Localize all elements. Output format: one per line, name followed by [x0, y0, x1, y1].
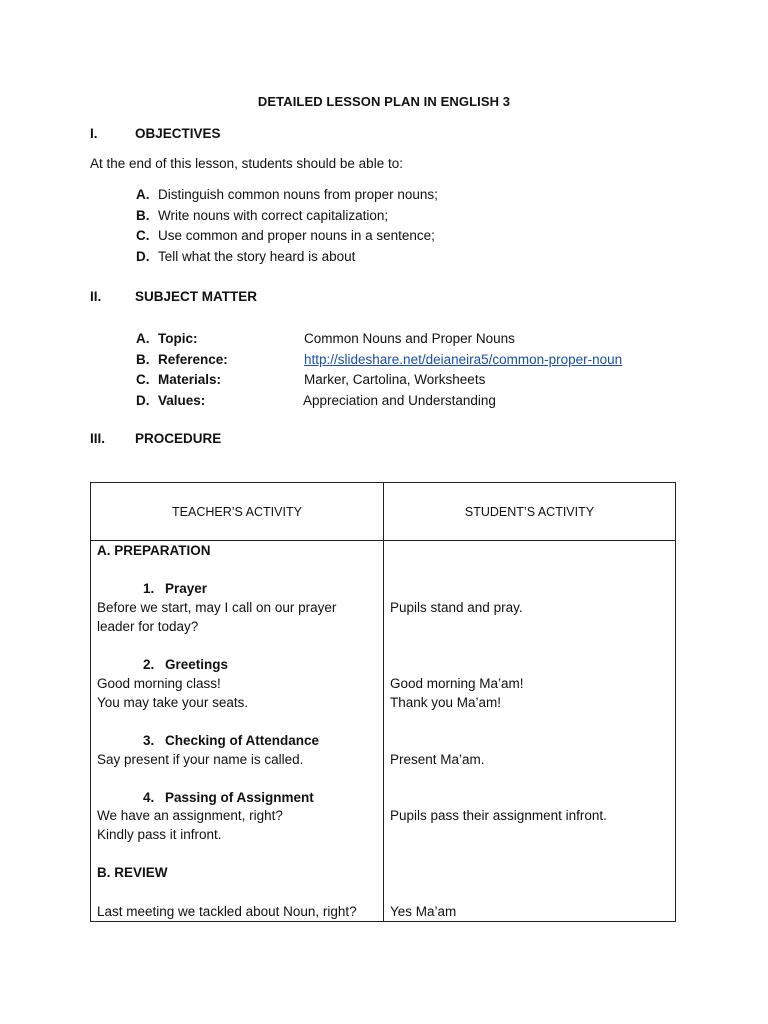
section-label: PROCEDURE: [135, 431, 222, 446]
item-label: Topic:: [158, 331, 198, 346]
objectives-intro: At the end of this lesson, students should be able to:: [90, 156, 403, 171]
section-number: I.: [90, 126, 98, 141]
item-letter: C.: [136, 372, 150, 387]
teacher-line: Before we start, may I call on our prayer: [97, 600, 337, 615]
section-objectives-heading: [90, 126, 221, 141]
item-letter: B.: [136, 351, 150, 367]
item-title: Prayer: [165, 581, 208, 596]
teacher-line: Good morning class!: [97, 676, 221, 691]
section-label: OBJECTIVES: [135, 126, 221, 141]
review-heading: B. REVIEW: [97, 865, 168, 880]
item-title: Checking of Attendance: [165, 733, 320, 748]
assignment-heading: [143, 788, 314, 807]
procedure-table: [90, 482, 676, 922]
section-number: II.: [90, 289, 102, 304]
student-activity-cell: [384, 541, 676, 922]
objectives-list: [136, 185, 438, 267]
list-item: [136, 370, 486, 391]
item-text: Distinguish common nouns from proper nouns;: [158, 187, 438, 202]
table-row: [91, 541, 676, 922]
item-text: Use common and proper nouns in a sentence;: [158, 228, 435, 243]
item-letter: C.: [136, 228, 150, 243]
teacher-line: Last meeting we tackled about Noun, right?: [97, 904, 357, 919]
item-text: Write nouns with correct capitalization;: [158, 207, 389, 223]
section-procedure-heading: [90, 431, 221, 446]
document-title: DETAILED LESSON PLAN IN ENGLISH 3: [257, 94, 511, 109]
item-label: Values:: [158, 392, 206, 408]
teacher-activity-header: TEACHER’S ACTIVITY: [91, 483, 384, 541]
prayer-heading: [143, 579, 207, 598]
list-item: [136, 350, 623, 371]
section-label: SUBJECT MATTER: [135, 289, 258, 304]
teacher-line: Say present if your name is called.: [97, 752, 304, 767]
list-item: [136, 391, 496, 412]
list-item: [136, 329, 515, 350]
item-title: Passing of Assignment: [165, 790, 314, 805]
subject-matter-list: [136, 329, 623, 411]
list-item: [136, 247, 438, 268]
item-value: Appreciation and Understanding: [303, 392, 496, 408]
student-line: Yes Ma’am: [390, 904, 457, 919]
attendance-heading: [143, 731, 319, 750]
item-letter: A.: [136, 331, 150, 346]
item-number: 2.: [143, 657, 155, 672]
item-letter: D.: [136, 392, 150, 408]
student-line: Pupils stand and pray.: [390, 600, 523, 615]
item-number: 3.: [143, 733, 155, 748]
item-label: Reference:: [158, 351, 228, 367]
greetings-heading: [143, 655, 228, 674]
student-activity-header: STUDENT’S ACTIVITY: [384, 483, 676, 541]
teacher-line: We have an assignment, right?: [97, 808, 283, 823]
item-value: Common Nouns and Proper Nouns: [304, 331, 515, 346]
student-line: Present Ma’am.: [390, 752, 485, 767]
teacher-line: Kindly pass it infront.: [97, 827, 222, 842]
item-letter: D.: [136, 248, 150, 264]
reference-link[interactable]: http://slideshare.net/deianeira5/common-proper-noun: [304, 351, 623, 367]
teacher-line: leader for today?: [97, 619, 199, 634]
item-number: 1.: [143, 581, 155, 596]
section-subject-matter-heading: [90, 289, 257, 304]
item-value: Marker, Cartolina, Worksheets: [304, 372, 486, 387]
item-letter: B.: [136, 207, 150, 223]
list-item: [136, 226, 438, 247]
student-line: Pupils pass their assignment infront.: [390, 808, 607, 823]
item-number: 4.: [143, 790, 155, 805]
item-letter: A.: [136, 187, 150, 202]
item-title: Greetings: [165, 657, 229, 672]
item-label: Materials:: [158, 372, 222, 387]
teacher-activity-cell: [91, 541, 384, 922]
student-line: Thank you Ma’am!: [390, 695, 502, 710]
list-item: [136, 185, 438, 206]
preparation-label: A. PREPARATION: [97, 543, 211, 558]
student-line: Good morning Ma’am!: [390, 676, 524, 691]
teacher-line: You may take your seats.: [97, 695, 249, 710]
section-number: III.: [90, 431, 106, 446]
item-text: Tell what the story heard is about: [158, 248, 356, 264]
list-item: [136, 206, 438, 227]
